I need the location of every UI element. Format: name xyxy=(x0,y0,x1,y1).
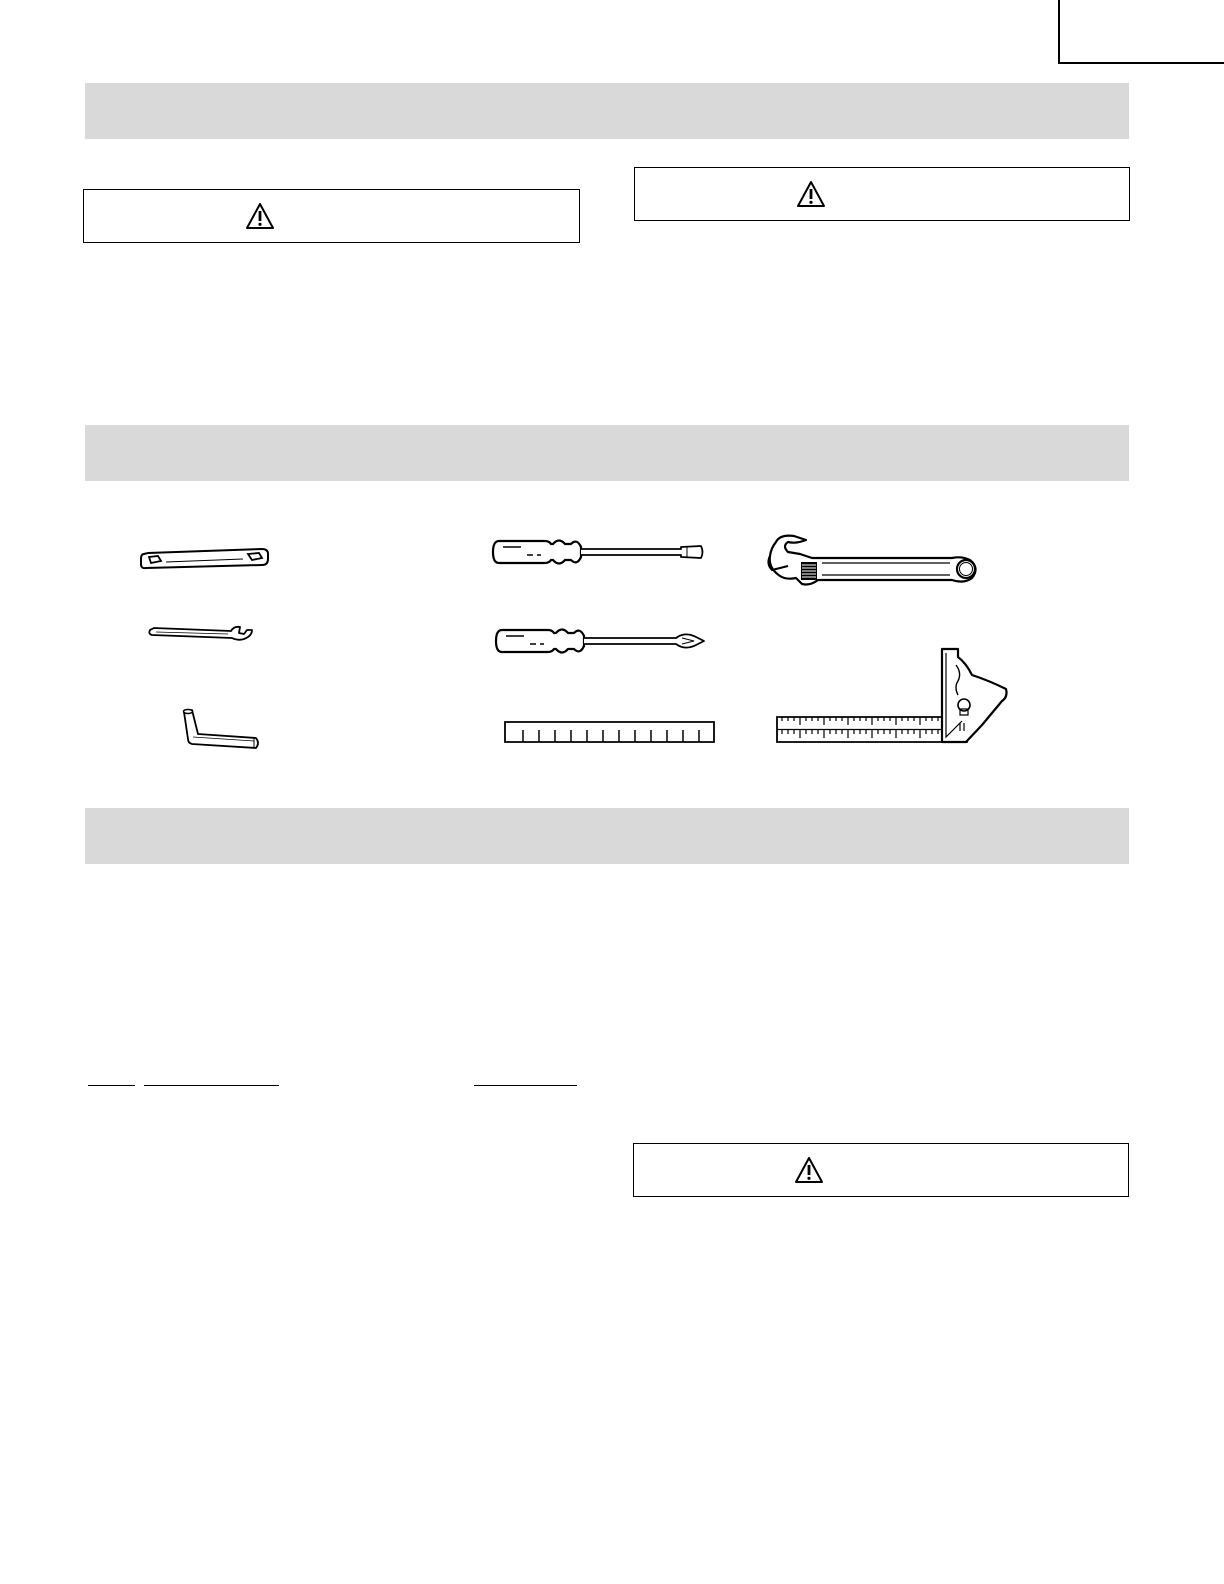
ruler-icon xyxy=(504,720,716,744)
warning-triangle-icon xyxy=(794,1156,824,1184)
underline-rule xyxy=(474,1085,577,1086)
page-number-tab xyxy=(1058,0,1224,64)
double-end-wrench-icon xyxy=(138,544,272,574)
warning-box-right-bottom xyxy=(633,1143,1129,1197)
warning-box-left-top xyxy=(83,189,580,243)
warning-box-right-top xyxy=(634,167,1130,221)
flat-screwdriver-icon xyxy=(491,535,707,571)
spanner-wrench-icon xyxy=(146,624,256,648)
warning-triangle-icon xyxy=(796,180,826,208)
phillips-screwdriver-icon xyxy=(494,624,708,660)
underline-rule xyxy=(144,1085,279,1086)
combination-square-icon xyxy=(776,645,1010,745)
underline-rule xyxy=(88,1085,135,1086)
hex-key-icon xyxy=(180,706,262,752)
section-header-band-2 xyxy=(85,425,1129,481)
section-header-band-1 xyxy=(85,83,1129,139)
section-header-band-3 xyxy=(85,808,1129,864)
adjustable-wrench-icon xyxy=(766,532,984,596)
warning-triangle-icon xyxy=(245,202,275,230)
